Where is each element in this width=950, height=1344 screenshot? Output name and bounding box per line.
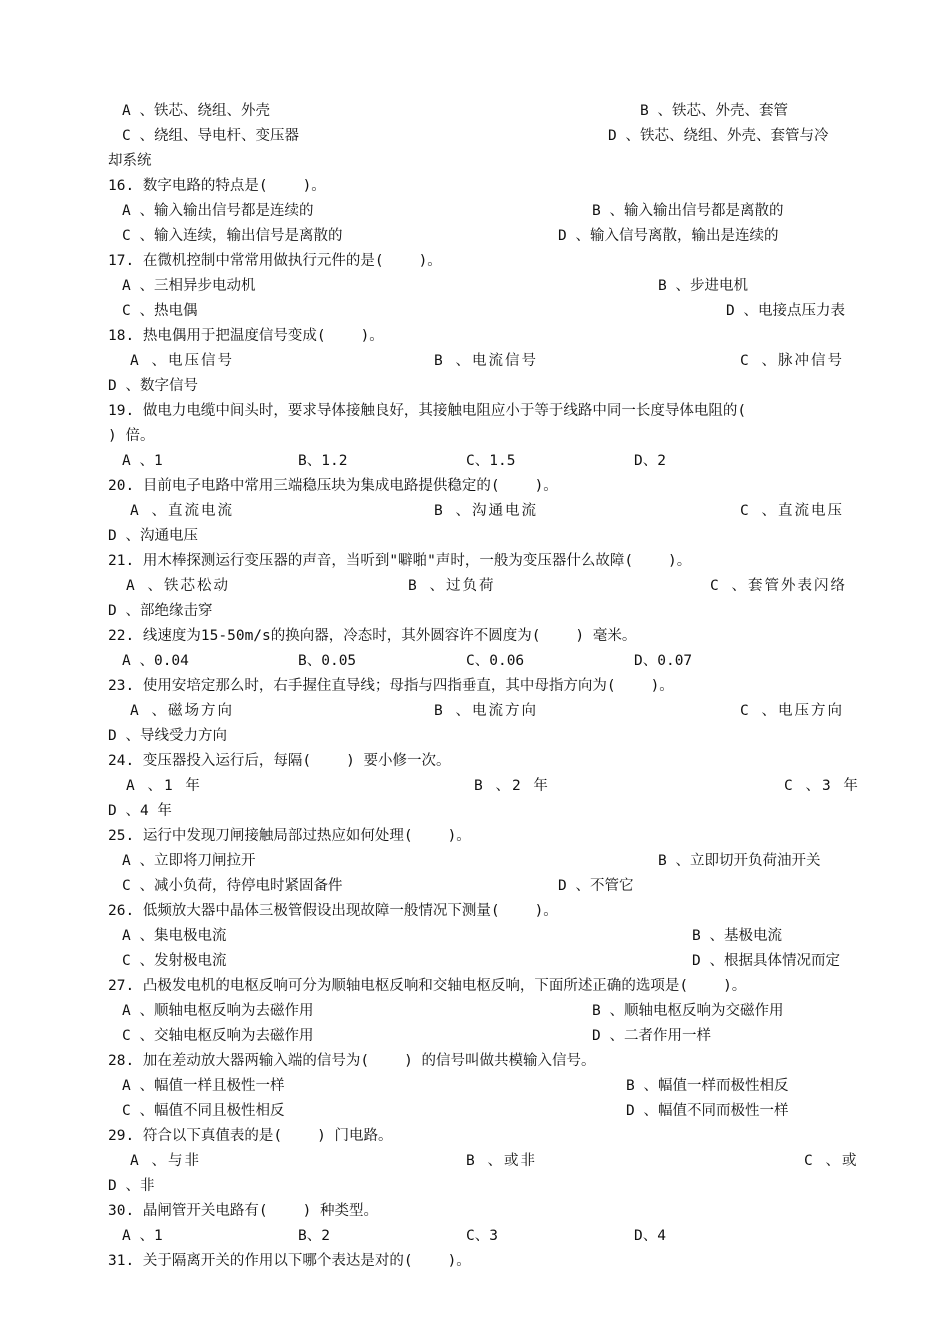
option-a: A 、0.04 [122,653,189,669]
option-b: B 、输入输出信号都是离散的 [592,203,784,219]
option-c: C 、套管外表闪络 [710,578,847,594]
option-c: C 、电压方向 [740,703,844,719]
option-a: A 、顺轴电枢反响为去磁作用 [122,1003,314,1019]
option-d: D 、不管它 [558,878,634,894]
option-a: A 、幅值一样且极性一样 [122,1078,285,1094]
option-a: A 、1 [122,453,163,469]
option-b: B 、铁芯、外壳、套管 [640,103,788,119]
option-c: C 、脉冲信号 [740,353,844,369]
question-27: 27. 凸极发电机的电枢反响可分为顺轴电枢反响和交轴电枢反响，下面所述正确的选项是( )。 [108,978,747,994]
option-b: B 、顺轴电枢反响为交磁作用 [592,1003,784,1019]
option-a: A 、电压信号 [130,353,234,369]
option-d: D 、4 年 [108,803,172,819]
option-d: D 、根据具体情况而定 [692,953,840,969]
option-a: A 、集电极电流 [122,928,227,944]
option-d: D、0.07 [634,653,693,669]
option-d: D 、二者作用一样 [592,1028,711,1044]
option-d: D 、非 [108,1178,155,1194]
question-30: 30. 晶闸管开关电路有( ) 种类型。 [108,1203,379,1219]
option-d: D 、幅值不同而极性一样 [626,1103,789,1119]
option-c: C 、热电偶 [122,303,198,319]
question-17: 17. 在微机控制中常常用做执行元件的是( )。 [108,253,442,269]
option-c: C 、3 年 [784,778,860,794]
question-18: 18. 热电偶用于把温度信号变成( )。 [108,328,384,344]
question-22: 22. 线速度为15-50m/s的换向器，冷态时，其外圆容许不圆度为( ) 毫米。 [108,628,637,644]
option-a: A 、三相异步电动机 [122,278,256,294]
option-c: C 、减小负荷，待停电时紧固备件 [122,878,343,894]
option-a: A 、磁场方向 [130,703,234,719]
option-c: C 、幅值不同且极性相反 [122,1103,285,1119]
question-19: 19. 做电力电缆中间头时，要求导体接触良好，其接触电阻应小于等于线路中同一长度导体电阻的( [108,403,747,419]
option-a: A 、立即将刀闸拉开 [122,853,256,869]
option-c: C 、交轴电枢反响为去磁作用 [122,1028,314,1044]
option-c: C 、直流电压 [740,503,844,519]
option-a: A 、1 年 [126,778,202,794]
question-31: 31. 关于隔离开关的作用以下哪个表达是对的( )。 [108,1253,471,1269]
option-b: B 、过负荷 [408,578,496,594]
option-d: D、2 [634,453,666,469]
option-b: B 、幅值一样而极性相反 [626,1078,789,1094]
option-b: B 、沟通电流 [434,503,538,519]
option-a: A 、输入输出信号都是连续的 [122,203,314,219]
question-25: 25. 运行中发现刀闸接触局部过热应如何处理( )。 [108,828,471,844]
option-d: D 、输入信号离散，输出是连续的 [558,228,779,244]
question-16: 16. 数字电路的特点是( )。 [108,178,326,194]
option-d: D 、沟通电压 [108,528,198,544]
option-b: B 、或非 [466,1153,537,1169]
option-a: A 、铁芯松动 [126,578,230,594]
option-d: D 、数字信号 [108,378,198,394]
option-c: C、0.06 [466,653,525,669]
option-d: D 、铁芯、绕组、外壳、套管与冷 [608,128,829,144]
option-a: A 、1 [122,1228,163,1244]
option-b: B 、2 年 [474,778,550,794]
question-21: 21. 用木棒探测运行变压器的声音，当听到"噼啪"声时，一般为变压器什么故障( )。 [108,553,692,569]
question-26: 26. 低频放大器中晶体三极管假设出现故障一般情况下测量( )。 [108,903,558,919]
option-a: A 、直流电流 [130,503,234,519]
option-c: C 、输入连续，输出信号是离散的 [122,228,343,244]
option-c: C 、或 [804,1153,859,1169]
option-c: C 、发射极电流 [122,953,227,969]
option-a: A 、铁芯、绕组、外壳 [122,103,270,119]
option-c: C 、绕组、导电杆、变压器 [122,128,299,144]
option-c: C、1.5 [466,453,516,469]
question-23: 23. 使用安培定那么时，右手握住直导线；母指与四指垂直，其中母指方向为( )。 [108,678,674,694]
option-b: B 、立即切开负荷油开关 [658,853,821,869]
option-b: B 、电流信号 [434,353,538,369]
option-a: A 、与非 [130,1153,201,1169]
question-28: 28. 加在差动放大器两输入端的信号为( ) 的信号叫做共模输入信号。 [108,1053,596,1069]
option-b: B、2 [298,1228,330,1244]
option-b: B 、步进电机 [658,278,748,294]
option-c: C、3 [466,1228,498,1244]
question-29: 29. 符合以下真值表的是( ) 门电路。 [108,1128,393,1144]
question-19-continuation: ) 倍。 [108,428,155,444]
option-d: D 、部绝缘击穿 [108,603,213,619]
option-d: D 、电接点压力表 [726,303,845,319]
option-b: B、0.05 [298,653,357,669]
question-20: 20. 目前电子电路中常用三端稳压块为集成电路提供稳定的( )。 [108,478,558,494]
option-b: B 、电流方向 [434,703,538,719]
option-d: D、4 [634,1228,666,1244]
option-d: D 、导线受力方向 [108,728,227,744]
option-b: B 、基极电流 [692,928,782,944]
question-24: 24. 变压器投入运行后，每隔( ) 要小修一次。 [108,753,451,769]
option-b: B、1.2 [298,453,348,469]
option-continuation: 却系统 [108,153,152,169]
